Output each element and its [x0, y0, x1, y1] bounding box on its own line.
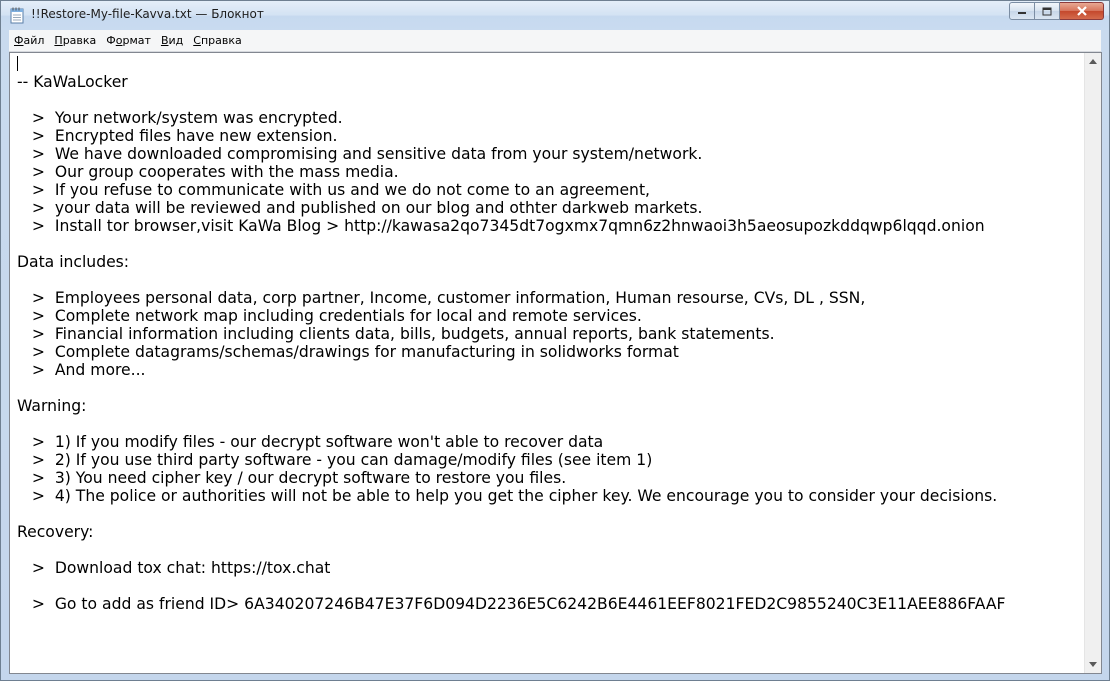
document-line: > Complete datagrams/schemas/drawings for manufacturing in solidworks format: [17, 343, 679, 361]
scroll-down-button[interactable]: [1085, 656, 1101, 673]
document-line: > Financial information including clients data, bills, budgets, annual reports, bank statements.: [17, 325, 775, 343]
notepad-icon: [10, 7, 24, 24]
document-line: > And more...: [17, 361, 146, 379]
maximize-button[interactable]: [1035, 2, 1060, 20]
document-line: > If you refuse to communicate with us and we do not come to an agreement,: [17, 181, 651, 199]
menu-bar: [9, 30, 1101, 52]
document-line: > Go to add as friend ID> 6A340207246B47E37F6D094D2236E5C6242B6E4461EEF8021FED2C9855240C3E11AEE886FAAF: [17, 595, 1006, 613]
document-line: > Install tor browser,visit KaWa Blog > http://kawasa2qo7345dt7ogxmx7qmn6z2hnwaoi3h5aeosupozkddqwp6lqqd.onion: [17, 217, 985, 235]
menu-help[interactable]: Справка: [193, 34, 242, 47]
document-line: > 4) The police or authorities will not be able to help you get the cipher key. We encourage you to consider your decisions.: [17, 487, 998, 505]
menu-file[interactable]: Файл: [14, 34, 45, 47]
document-line: > 1) If you modify files - our decrypt software won't able to recover data: [17, 433, 604, 451]
document-line: > Encrypted files have new extension.: [17, 127, 338, 145]
text-editor[interactable]: [10, 53, 1084, 673]
minimize-button[interactable]: [1009, 2, 1035, 20]
document-line: Warning:: [17, 397, 87, 415]
close-button[interactable]: [1060, 2, 1104, 20]
scroll-down-arrow-icon: [1089, 662, 1097, 667]
menu-view[interactable]: Вид: [160, 34, 184, 47]
vertical-scrollbar[interactable]: [1084, 53, 1101, 673]
caption-buttons: [1009, 2, 1104, 20]
editor-frame: [9, 52, 1102, 674]
document-line: -- KaWaLocker: [17, 73, 128, 91]
window-title: !!Restore-My-file-Kavva.txt — Блокнот: [31, 7, 264, 21]
maximize-icon: [1042, 7, 1052, 16]
scroll-up-button[interactable]: [1085, 53, 1101, 70]
document-line: > Employees personal data, corp partner, Income, customer information, Human resourse, CVs, DL , SSN,: [17, 289, 866, 307]
menu-edit[interactable]: Правка: [54, 34, 97, 47]
document-line: > Your network/system was encrypted.: [17, 109, 343, 127]
minimize-icon: [1017, 7, 1027, 15]
document-line: Data includes:: [17, 253, 130, 271]
document-line: > your data will be reviewed and published on our blog and othter darkweb markets.: [17, 199, 703, 217]
document-line: > 2) If you use third party software - you can damage/modify files (see item 1): [17, 451, 653, 469]
text-caret: [17, 56, 18, 71]
document-line: Recovery:: [17, 523, 94, 541]
menu-format[interactable]: Формат: [106, 34, 151, 47]
document-line: > We have downloaded compromising and sensitive data from your system/network.: [17, 145, 703, 163]
scroll-up-arrow-icon: [1089, 59, 1097, 64]
document-line: > Complete network map including credentials for local and remote services.: [17, 307, 642, 325]
close-icon: [1076, 6, 1088, 16]
document-line: > 3) You need cipher key / our decrypt software to restore you files.: [17, 469, 567, 487]
document-line: > Download tox chat: https://tox.chat: [17, 559, 331, 577]
title-bar[interactable]: [1, 1, 1109, 30]
document-line: > Our group cooperates with the mass media.: [17, 163, 399, 181]
